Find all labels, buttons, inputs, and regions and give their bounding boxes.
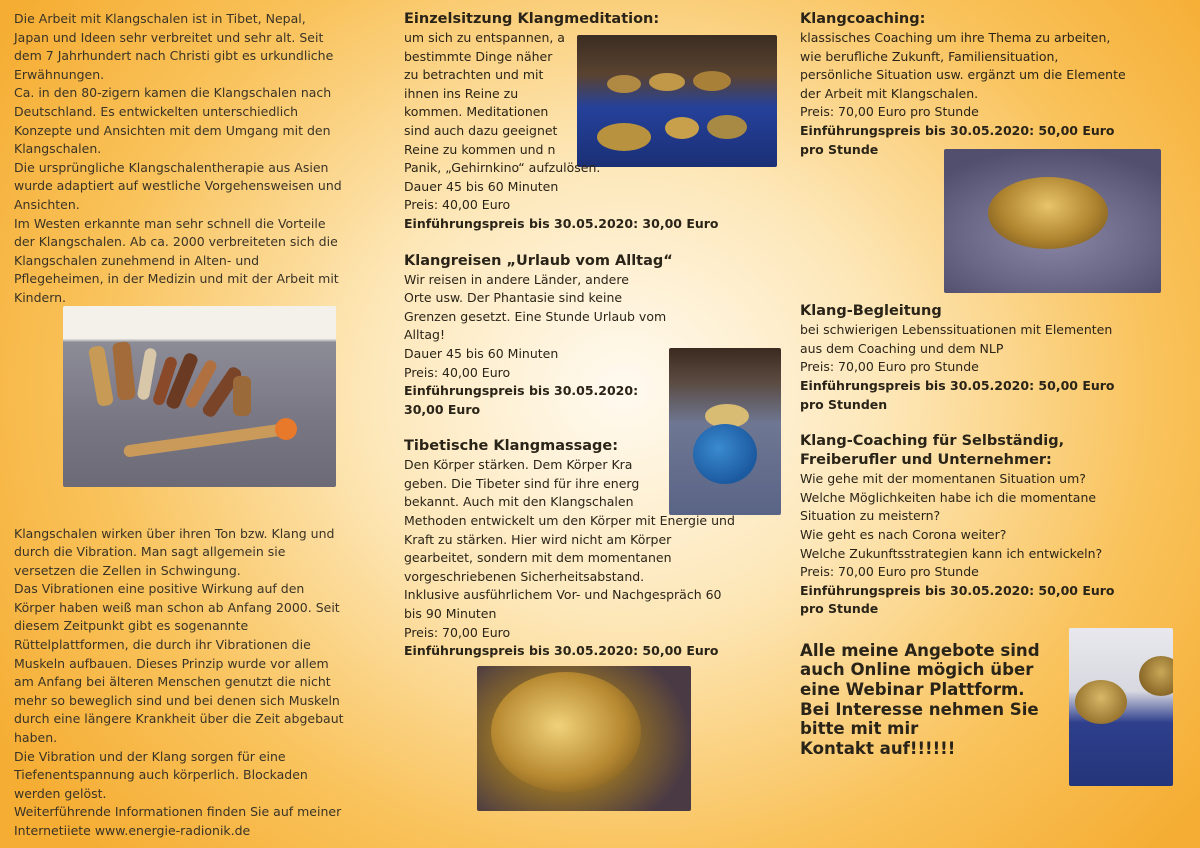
text-line: ihnen ins Reine zu <box>404 85 519 101</box>
text-line: Orte usw. Der Phantasie sind keine <box>404 290 623 306</box>
column-coaching <box>800 10 1170 758</box>
notice-line: auch Online mögich über <box>800 660 1034 680</box>
intro-price: Einführungspreis bis 30.05.2020: 30,00 Euro <box>404 215 719 231</box>
section-title: Klangreisen „Urlaub vom Alltag“ <box>404 252 673 269</box>
intro-price: Einführungspreis bis 30.05.2020: 50,00 Euro <box>800 377 1115 393</box>
section-coaching-selbstaendig <box>800 432 1170 619</box>
text-line: Preis: 70,00 Euro pro Stunde <box>800 359 979 375</box>
text-line: Klangschalen. <box>14 141 102 157</box>
text-line: Die Vibration und der Klang sorgen für eine <box>14 748 286 764</box>
text-line: Erwähnungen. <box>14 66 105 82</box>
text-line: um sich zu entspannen, a <box>404 30 565 45</box>
text-line: Grenzen gesetzt. Eine Stunde Urlaub vom <box>404 308 667 324</box>
text-line: bestimmte Dinge näher <box>404 48 553 64</box>
section-klangreisen <box>404 252 784 420</box>
text-line: wurde adaptiert auf westliche Vorgehensweisen und <box>14 178 342 194</box>
text-line: Tiefenentspannung auch körperlich. Blockaden <box>14 767 308 783</box>
notice-line: eine Webinar Plattform. <box>800 680 1025 700</box>
text-line: Klangschalen wirken über ihren Ton bzw. Klang und <box>14 525 335 541</box>
intro-history-text <box>14 10 386 308</box>
intro-price: pro Stunde <box>800 601 879 617</box>
intro-price: Einführungspreis bis 30.05.2020: 50,00 Euro <box>800 122 1115 138</box>
text-line: Pflegeheimen, in der Medizin und mit der Arbeit mit <box>14 271 339 287</box>
notice-line: Kontakt auf!!!!!! <box>800 738 956 758</box>
intro-price: Einführungspreis bis 30.05.2020: 50,00 Euro <box>404 643 719 659</box>
text-line: klassisches Coaching um ihre Thema zu arbeiten, <box>800 30 1111 45</box>
text-line: Internetiiete www.energie-radionik.de <box>14 823 251 838</box>
text-line: Wir reisen in andere Länder, andere <box>404 271 629 287</box>
text-line: durch eine längere Krankheit über die Zeit abgebaut <box>14 711 344 727</box>
text-line: Im Westen erkannte man sehr schnell die Vorteile <box>14 215 326 231</box>
text-line: mehr so beweglich sind und bei denen sich Muskeln <box>14 692 340 708</box>
section-klang-begleitung <box>800 302 1170 414</box>
section-klangmeditation <box>404 10 784 234</box>
text-line: haben. <box>14 730 58 746</box>
section-klangcoaching <box>800 10 1170 159</box>
text-line: sind auch dazu geeignet <box>404 122 558 138</box>
text-line: Preis: 40,00 Euro <box>404 364 511 380</box>
text-line: Klangschalen zunehmend in Alten- und <box>14 252 260 268</box>
text-line: werden gelöst. <box>14 785 107 801</box>
text-line: Preis: 70,00 Euro <box>404 624 511 640</box>
section-title: Klang-Begleitung <box>800 303 942 320</box>
notice-line: Bei Interesse nehmen Sie <box>800 699 1039 719</box>
text-line: Welche Zukunftsstrategien kann ich entwickeln? <box>800 545 1103 561</box>
text-line: Preis: 70,00 Euro pro Stunde <box>800 564 979 580</box>
text-line: Welche Möglichkeiten habe ich die momentane <box>800 489 1097 505</box>
text-line: Dauer 45 bis 60 Minuten <box>404 178 559 194</box>
text-line: Panik, „Gehirnkino“ aufzulösen. <box>404 160 601 176</box>
text-line: dem 7 Jahrhundert nach Christi gibt es urkundliche <box>14 48 334 64</box>
text-line: Alltag! <box>404 327 446 343</box>
text-line: aus dem Coaching und dem NLP <box>800 340 1004 356</box>
text-line: Weiterführende Informationen finden Sie auf meiner <box>14 804 342 820</box>
text-line: Rüttelplattformen, die durch ihr Vibrationen die <box>14 637 311 653</box>
column-offers <box>404 10 784 661</box>
text-line: zu betrachten und mit <box>404 67 544 83</box>
text-line: geben. Die Tibeter sind für ihre energ <box>404 475 640 491</box>
text-line: Konzepte und Ansichten mit dem Umgang mit den <box>14 122 331 138</box>
text-line: Situation zu meistern? <box>800 508 941 524</box>
text-line: Körper haben weiß man schon ab Anfang 2000. Seit <box>14 599 340 615</box>
section-title: Einzelsitzung Klangmeditation: <box>404 11 660 27</box>
section-title: Freiberufler und Unternehmer: <box>800 452 1052 469</box>
intro-price: pro Stunden <box>800 396 888 412</box>
text-line: bekannt. Auch mit den Klangschalen <box>404 494 634 510</box>
text-line: der Klangschalen. Ab ca. 2000 verbreiteten sich die <box>14 234 338 250</box>
online-offer-notice <box>800 641 1170 759</box>
intro-price: 30,00 Euro <box>404 401 481 417</box>
intro-price: pro Stunde <box>800 141 879 157</box>
section-title: Tibetische Klangmassage: <box>404 438 619 455</box>
text-line: Den Körper stärken. Dem Körper Kra <box>404 457 633 473</box>
notice-line: Alle meine Angebote sind <box>800 640 1040 660</box>
text-line: gearbeitet, sondern mit dem momentanen <box>404 550 672 566</box>
text-line: persönliche Situation usw. ergänzt um die Elemente <box>800 67 1126 83</box>
text-line: durch die Vibration. Man sagt allgemein sie <box>14 544 286 560</box>
text-line: diesem Zeitpunkt gibt es sogenannte <box>14 618 249 634</box>
intro-price: Einführungspreis bis 30.05.2020: 50,00 Euro <box>800 582 1115 598</box>
text-line: Preis: 40,00 Euro <box>404 197 511 213</box>
text-line: bei schwierigen Lebenssituationen mit Elementen <box>800 322 1113 338</box>
text-line: Ca. in den 80-zigern kamen die Klangschalen nach <box>14 85 332 101</box>
text-line: Kraft zu stärken. Hier wird nicht am Körper <box>404 531 672 547</box>
text-line: Inklusive ausführlichem Vor- und Nachgespräch 60 <box>404 587 722 603</box>
text-line: Die Arbeit mit Klangschalen ist in Tibet, Nepal, <box>14 11 306 26</box>
intro-vibration-text <box>14 525 386 841</box>
text-line: wie berufliche Zukunft, Familiensituation, <box>800 48 1059 64</box>
text-line: Deutschland. Es entwickelten unterschiedlich <box>14 103 299 119</box>
text-line: Dauer 45 bis 60 Minuten <box>404 345 559 361</box>
intro-price: Einführungspreis bis 30.05.2020: <box>404 383 639 399</box>
text-line: vorgeschriebenen Sicherheitsabstand. <box>404 568 645 584</box>
text-line: am Anfang bei älteren Menschen genutzt die nicht <box>14 674 331 690</box>
section-title: Klang-Coaching für Selbständig, <box>800 433 1065 450</box>
section-title: Klangcoaching: <box>800 11 926 27</box>
text-line: bis 90 Minuten <box>404 606 497 622</box>
text-line: Muskeln aufbauen. Dieses Prinzip wurde vor allem <box>14 655 329 671</box>
text-line: Preis: 70,00 Euro pro Stunde <box>800 104 979 120</box>
column-introduction <box>14 10 386 841</box>
text-line: Die ursprüngliche Klangschalentherapie aus Asien <box>14 159 329 175</box>
text-line: Wie gehe mit der momentanen Situation um? <box>800 471 1086 487</box>
text-line: Wie geht es nach Corona weiter? <box>800 526 1007 542</box>
text-line: Das Vibrationen eine positive Wirkung auf den <box>14 581 305 597</box>
text-line: kommen. Meditationen <box>404 104 549 120</box>
text-line: Methoden entwickelt um den Körper mit Energie und <box>404 513 735 529</box>
text-line: Ansichten. <box>14 196 80 212</box>
photo-bowl-closeup <box>477 666 691 811</box>
text-line: Japan und Ideen sehr verbreitet und sehr alt. Seit <box>14 29 324 45</box>
text-line: Kindern. <box>14 289 67 305</box>
notice-line: bitte mit mir <box>800 719 919 739</box>
text-line: versetzen die Zellen in Schwingung. <box>14 562 241 578</box>
text-line: Reine zu kommen und n <box>404 141 556 157</box>
section-klangmassage <box>404 437 784 661</box>
text-line: der Arbeit mit Klangschalen. <box>800 85 979 101</box>
